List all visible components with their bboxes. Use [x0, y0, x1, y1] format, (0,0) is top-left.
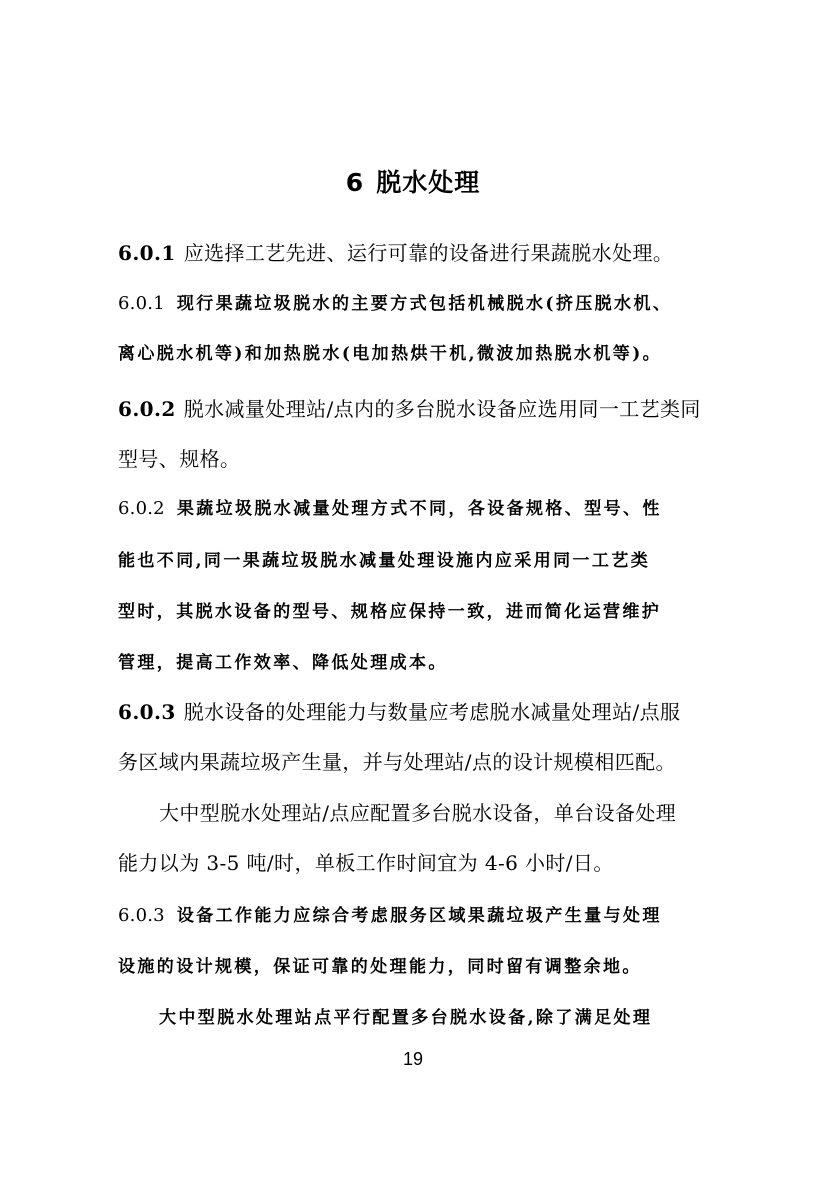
- clause-text: 大中型脱水处理站/点应配置多台脱水设备，单台设备处理: [159, 801, 677, 825]
- commentary-text: 果蔬垃圾脱水减量处理方式不同，各设备规格、型号、性: [176, 499, 662, 519]
- commentary-text: 大中型脱水处理站点平行配置多台脱水设备,除了满足处理: [159, 1008, 653, 1028]
- commentary-6-0-1-line-2: [118, 337, 718, 371]
- clause-text: 能力以为 3-5 吨/时，单板工作时间宜为 4-6 小时/日。: [118, 851, 614, 875]
- clause-number: 6.0.1: [118, 241, 176, 265]
- clause-6-0-3-line-1: [118, 695, 718, 729]
- commentary-text: 现行果蔬垃圾脱水的主要方式包括机械脱水(挤压脱水机、: [176, 294, 673, 314]
- commentary-6-0-2-line-4: [118, 646, 718, 680]
- clause-text: 应选择工艺先进、运行可靠的设备进行果蔬脱水处理。: [183, 241, 674, 265]
- commentary-number: 6.0.1: [118, 293, 165, 314]
- clause-6-0-2-line-2: [118, 442, 718, 476]
- clause-6-0-3-line-2: [118, 745, 718, 779]
- clause-6-0-2-line-1: [118, 392, 718, 426]
- commentary-number: 6.0.3: [118, 905, 165, 926]
- commentary-6-0-2-line-2: [118, 544, 718, 578]
- commentary-text: 设备工作能力应综合考虑服务区域果蔬垃圾产生量与处理: [176, 906, 662, 926]
- section-number: 6: [345, 168, 365, 197]
- clause-text: 型号、规格。: [118, 447, 241, 471]
- commentary-text: 型时，其脱水设备的型号、规格应保持一致，进而简化运营维护: [118, 602, 662, 622]
- clause-number: 6.0.3: [118, 700, 176, 724]
- commentary-text: 管理，提高工作效率、降低处理成本。: [118, 653, 448, 673]
- clause-6-0-3-paragraph-2-line-2: [118, 846, 718, 880]
- commentary-text: 离心脱水机等)和加热脱水(电加热烘干机,微波加热脱水机等)。: [118, 344, 663, 364]
- clause-6-0-1: [118, 236, 718, 270]
- commentary-text: 设施的设计规模，保证可靠的处理能力，同时留有调整余地。: [118, 957, 642, 977]
- section-heading: [0, 163, 826, 203]
- clause-text: 脱水减量处理站/点内的多台脱水设备应选用同一工艺类同: [183, 397, 701, 421]
- page-number: 19: [402, 1049, 424, 1069]
- commentary-6-0-3-line-2: [118, 950, 718, 984]
- commentary-6-0-3-line-1: [118, 899, 718, 933]
- clause-number: 6.0.2: [118, 397, 176, 421]
- clause-6-0-3-paragraph-2-line-1: [159, 796, 719, 830]
- commentary-number: 6.0.2: [118, 498, 165, 519]
- clause-text: 脱水设备的处理能力与数量应考虑脱水减量处理站/点服: [183, 700, 681, 724]
- commentary-6-0-2-line-3: [118, 595, 718, 629]
- section-title: 脱水处理: [376, 168, 481, 197]
- commentary-6-0-1-line-1: [118, 287, 718, 321]
- commentary-6-0-3-line-3: [159, 1001, 719, 1035]
- commentary-6-0-2-line-1: [118, 492, 718, 526]
- commentary-text: 能也不同,同一果蔬垃圾脱水减量处理设施内应采用同一工艺类: [118, 551, 651, 571]
- clause-text: 务区域内果蔬垃圾产生量，并与处理站/点的设计规模相匹配。: [118, 750, 676, 774]
